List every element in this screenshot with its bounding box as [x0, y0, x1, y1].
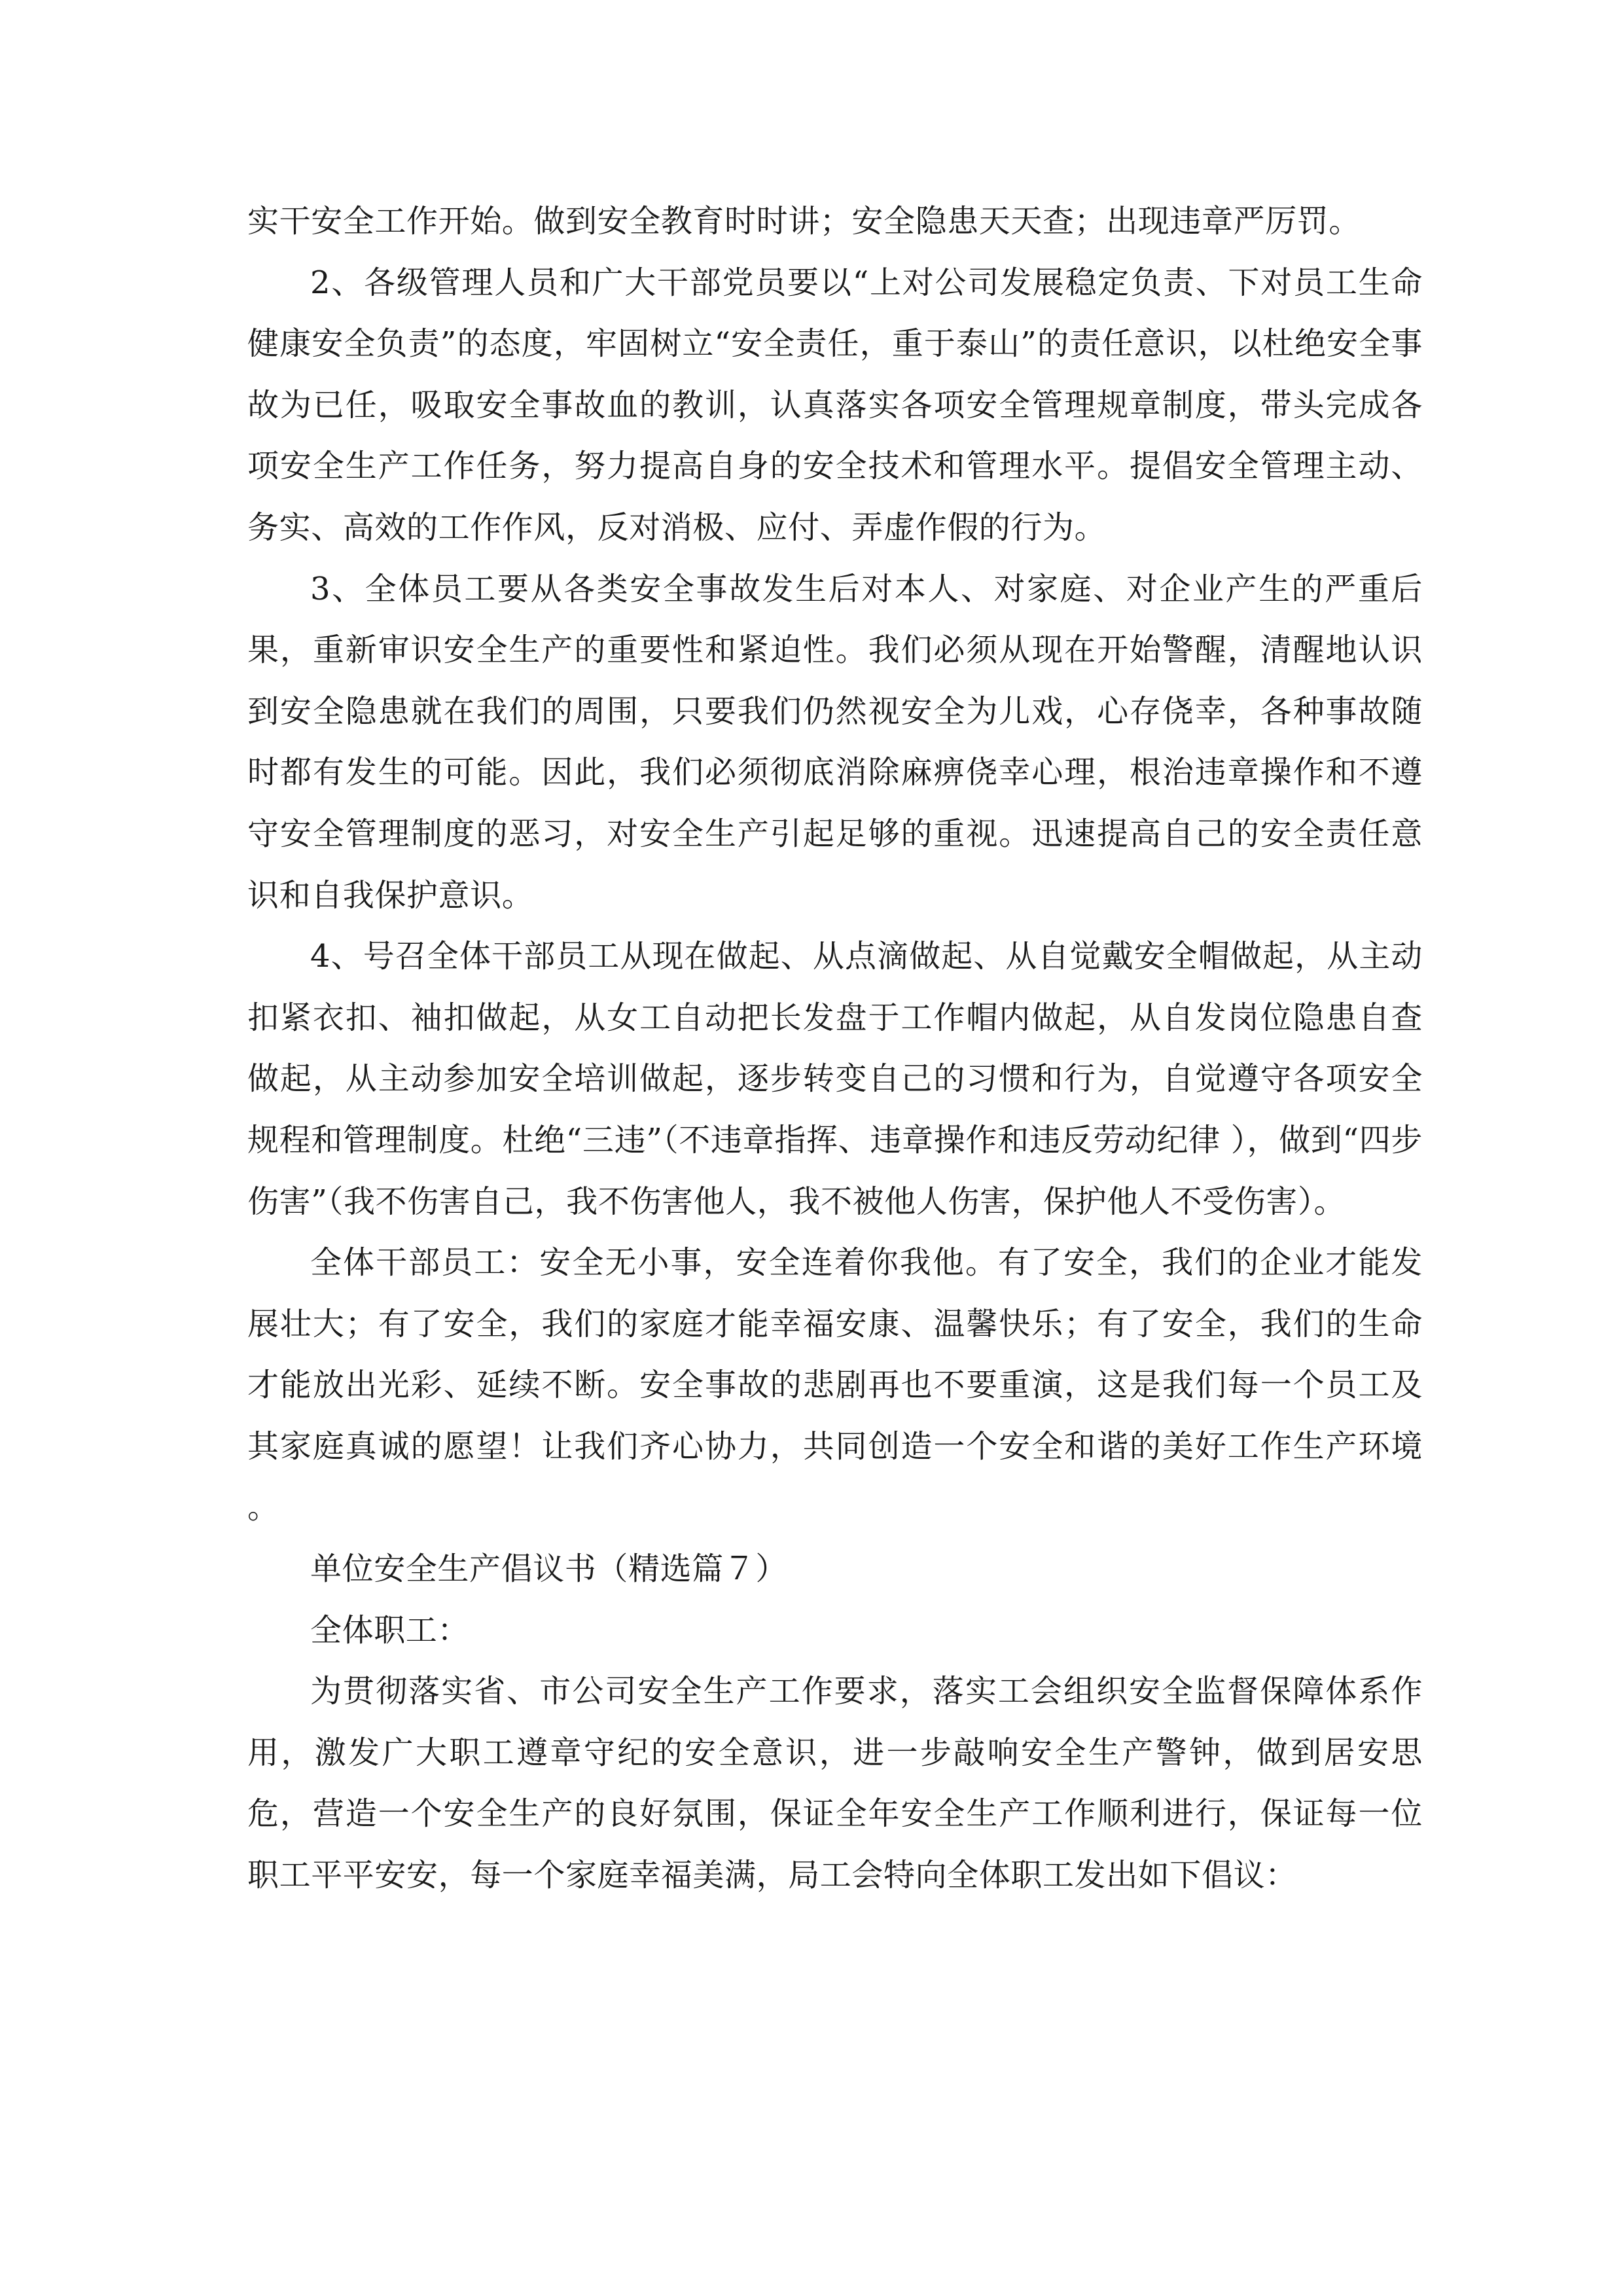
paragraph-item-2: 2、各级管理人员和广大干部党员要以“上对公司发展稳定负责、下对员工生命健康安全负责”的态度，牢固树立“安全责任，重于泰山”的责任意识，以杜绝安全事故为已任，吸取安全事故血的教训，认真落实各项安全管理规章制度，带头完成各项安全生产工作任务，努力提高自身的安全技术和管理水平。提倡安全管理主动、务实、高效的工作作风，反对消极、应付、弄虚作假的行为。	[247, 264, 1423, 546]
paragraph-closing: 全体干部员工：安全无小事，安全连着你我他。有了安全，我们的企业才能发展壮大；有了安全，我们的家庭才能幸福安康、温馨快乐；有了安全，我们的生命才能放出光彩、延续不断。安全事故的悲剧再也不要重演，这是我们每一个员工及其家庭真诚的愿望！让我们齐心协力，共同创造一个安全和谐的美好工作生产环境 。	[247, 1244, 1433, 1526]
paragraph-item-4: 4、号召全体干部员工从现在做起、从点滴做起、从自觉戴安全帽做起，从主动扣紧衣扣、袖扣做起，从女工自动把长发盘于工作帽内做起，从自发岗位隐患自查做起，从主动参加安全培训做起，逐步转变自己的习惯和行为，自觉遵守各项安全规程和管理制度。杜绝“三违”（不违章指挥、违章操作和违反劳动纪律 ），做到“四步伤害”（我不伤害自己，我不伤害他人，我不被他人伤害，保护他人不受伤害）。	[247, 938, 1423, 1220]
paragraph-item-3: 3、全体员工要从各类安全事故发生后对本人、对家庭、对企业产生的严重后果，重新审识安全生产的重要性和紧迫性。我们必须从现在开始警醒，清醒地认识到安全隐患就在我们的周围，只要我们仍然视安全为儿戏，心存侥幸，各种事故随时都有发生的可能。因此，我们必须彻底消除麻痹侥幸心理，根治违章操作和不遵守安全管理制度的恶习，对安全生产引起足够的重视。迅速提高自己的安全责任意识和自我保护意识。	[247, 570, 1423, 914]
paragraph-continuation: 实干安全工作开始。做到安全教育时时讲；安全隐患天天查；出现违章严厉罚。	[247, 203, 1361, 240]
document-body	[247, 191, 1433, 1907]
paragraph-intro: 为贯彻落实省、市公司安全生产工作要求，落实工会组织安全监督保障体系作用，激发广大职工遵章守纪的安全意识，进一步敲响安全生产警钟，做到居安思危，营造一个安全生产的良好氛围，保证全年安全生产工作顺利进行，保证每一位职工平平安安，每一个家庭幸福美满，局工会特向全体职工发出如下倡议：	[247, 1673, 1423, 1894]
salutation: 全体职工：	[310, 1611, 470, 1649]
section-title: 单位安全生产倡议书（精选篇７）	[310, 1551, 788, 1588]
